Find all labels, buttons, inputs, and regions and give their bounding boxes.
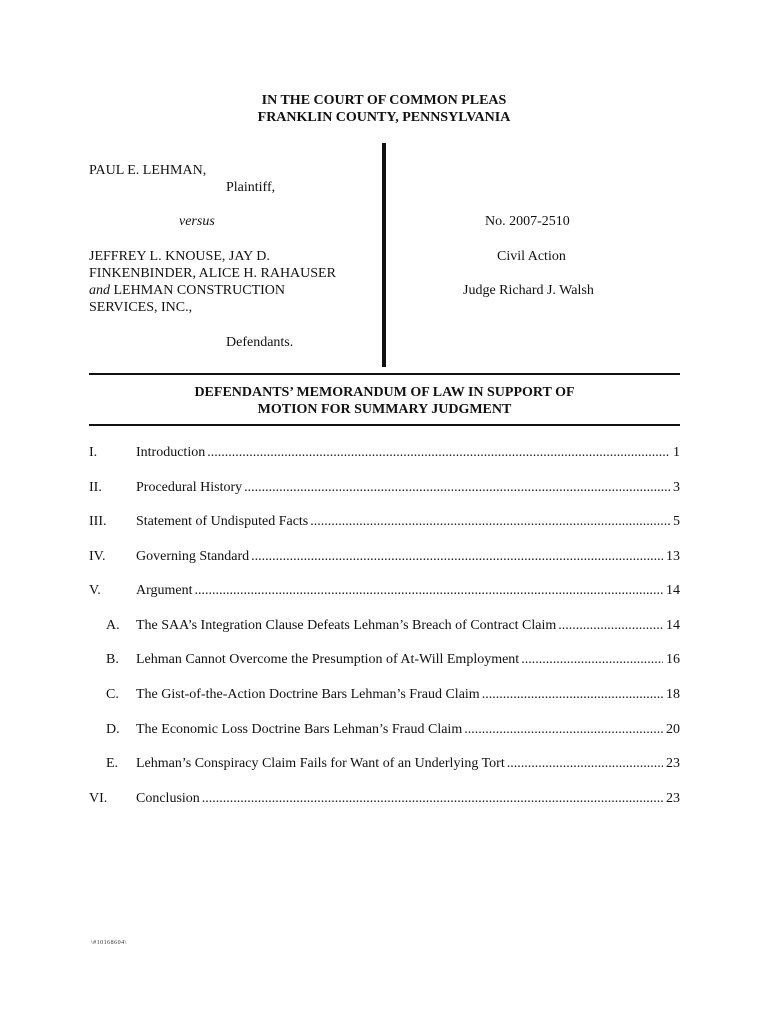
toc-entry[interactable] (89, 651, 680, 668)
defendants-line-3-rest: LEHMAN CONSTRUCTION (110, 283, 285, 298)
toc-entry[interactable] (89, 513, 680, 530)
title-rule-top (89, 373, 680, 375)
defendants-line-1: JEFFREY L. KNOUSE, JAY D. (89, 249, 270, 264)
versus-label: versus (179, 214, 215, 229)
toc-title: Statement of Undisputed Facts (136, 514, 309, 529)
toc-number: D. (106, 722, 120, 737)
toc-title: Introduction (136, 445, 206, 460)
toc-page-number: 14 (666, 583, 680, 598)
toc-leader-dots (244, 479, 670, 496)
toc-number: VI. (89, 791, 108, 806)
toc-leader-dots (464, 721, 663, 738)
toc-page-number: 20 (666, 722, 680, 737)
toc-leader-dots (310, 513, 670, 530)
plaintiff-role: Plaintiff, (226, 180, 276, 195)
memo-title-line-2: MOTION FOR SUMMARY JUDGMENT (257, 402, 512, 417)
toc-number: I. (89, 445, 98, 460)
memo-title (89, 384, 680, 418)
toc-title: The Economic Loss Doctrine Bars Lehman’s Fraud Claim (136, 722, 463, 737)
title-rule-bottom (89, 424, 680, 426)
toc-number: III. (89, 514, 107, 529)
toc-number: IV. (89, 549, 106, 564)
toc-entry[interactable] (89, 444, 680, 461)
toc-page-number: 1 (673, 445, 680, 460)
toc-number: E. (106, 756, 119, 771)
toc-page-number: 23 (666, 756, 680, 771)
toc-entry[interactable] (89, 548, 680, 565)
plaintiff-name: PAUL E. LEHMAN, (89, 163, 207, 178)
defendants-role: Defendants. (226, 335, 294, 350)
judge-name: Judge Richard J. Walsh (463, 283, 594, 298)
toc-title: Conclusion (136, 791, 200, 806)
toc-title: Lehman’s Conspiracy Claim Fails for Want of an Underlying Tort (136, 756, 505, 771)
toc-leader-dots (195, 582, 663, 599)
defendants-line-2: FINKENBINDER, ALICE H. RAHAUSER (89, 266, 336, 281)
toc-page-number: 14 (666, 618, 680, 633)
toc-leader-dots (202, 790, 663, 807)
memo-title-line-1: DEFENDANTS’ MEMORANDUM OF LAW IN SUPPORT OF (194, 385, 575, 400)
toc-entry[interactable] (89, 790, 680, 807)
toc-leader-dots (507, 755, 663, 772)
toc-number: B. (106, 652, 119, 667)
toc-entry[interactable] (89, 582, 680, 599)
court-county: FRANKLIN COUNTY, PENNSYLVANIA (257, 110, 511, 125)
toc-number: C. (106, 687, 119, 702)
action-type: Civil Action (497, 249, 566, 264)
toc-page-number: 23 (666, 791, 680, 806)
toc-title: Lehman Cannot Overcome the Presumption of At-Will Employment (136, 652, 520, 667)
toc-entry[interactable] (89, 721, 680, 738)
toc-leader-dots (521, 651, 663, 668)
case-number: No. 2007-2510 (485, 214, 570, 229)
toc-title: Procedural History (136, 480, 243, 495)
toc-title: Governing Standard (136, 549, 250, 564)
toc-leader-dots (207, 444, 670, 461)
document-id-footer: \#10168604\ (91, 940, 127, 946)
toc-page-number: 13 (666, 549, 680, 564)
toc-entry[interactable] (89, 755, 680, 772)
court-name: IN THE COURT OF COMMON PLEAS (261, 93, 507, 108)
and-word: and (89, 283, 110, 298)
caption-divider (382, 143, 386, 367)
court-heading (0, 92, 768, 126)
toc-entry[interactable] (89, 686, 680, 703)
toc-page-number: 18 (666, 687, 680, 702)
toc-title: Argument (136, 583, 193, 598)
toc-page-number: 16 (666, 652, 680, 667)
toc-page-number: 5 (673, 514, 680, 529)
toc-entry[interactable] (89, 479, 680, 496)
toc-number: V. (89, 583, 101, 598)
toc-entry[interactable] (89, 617, 680, 634)
defendants-line-3 (89, 282, 285, 299)
toc-leader-dots (558, 617, 663, 634)
toc-leader-dots (482, 686, 663, 703)
toc-title: The Gist-of-the-Action Doctrine Bars Lehman’s Fraud Claim (136, 687, 480, 702)
toc-page-number: 3 (673, 480, 680, 495)
toc-number: A. (106, 618, 120, 633)
defendants-line-4: SERVICES, INC., (89, 300, 193, 315)
toc-leader-dots (251, 548, 663, 565)
toc-title: The SAA’s Integration Clause Defeats Lehman’s Breach of Contract Claim (136, 618, 557, 633)
toc-number: II. (89, 480, 102, 495)
